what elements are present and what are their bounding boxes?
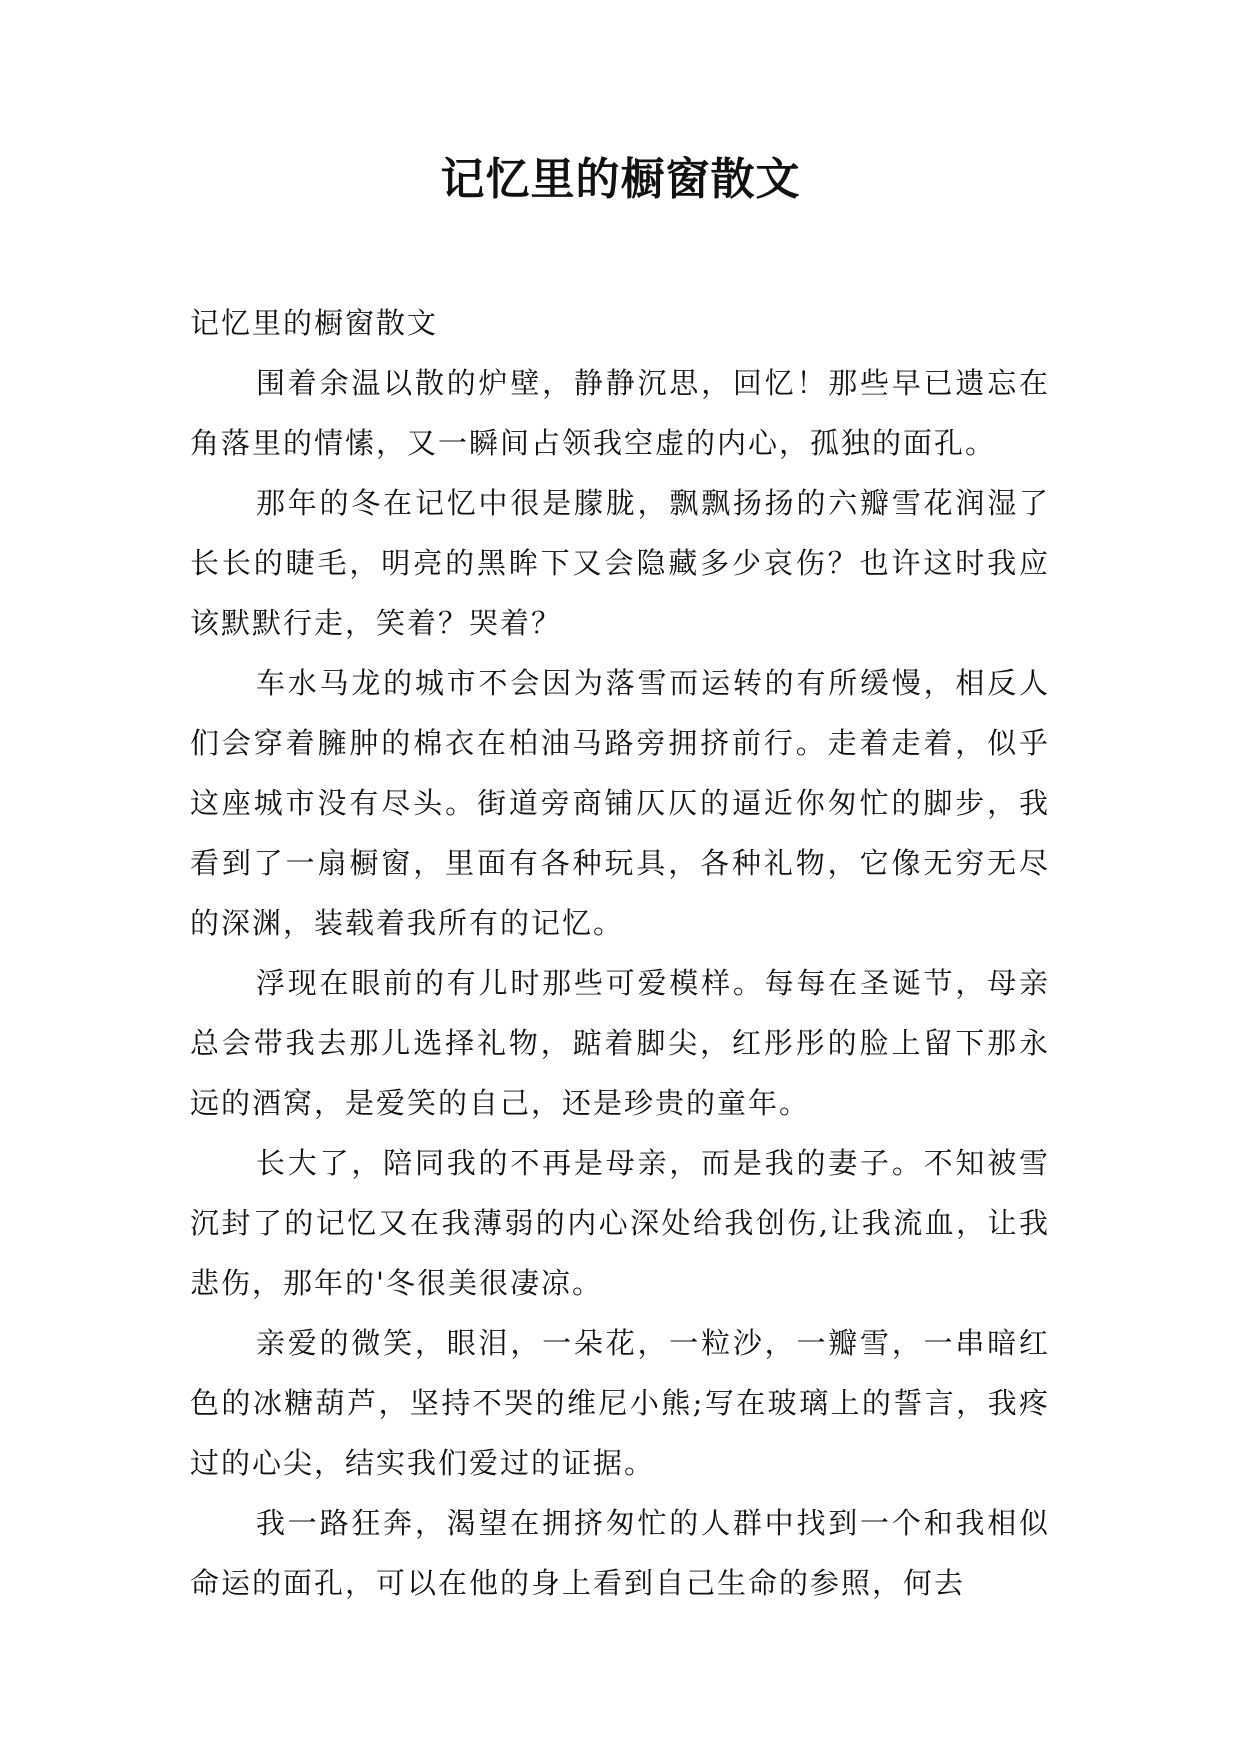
paragraph-6: 亲爱的微笑，眼泪，一朵花，一粒沙，一瓣雪，一串暗红色的冰糖葫芦，坚持不哭的维尼小熊;写在玻璃上的誓言，我疼过的心尖，结实我们爱过的证据。 <box>190 1326 1050 1480</box>
paragraph-1: 围着余温以散的炉壁，静静沉思，回忆！那些早已遗忘在角落里的情愫，又一瞬间占领我空虚的内心，孤独的面孔。 <box>190 366 1050 460</box>
paragraph-4: 浮现在眼前的有儿时那些可爱模样。每每在圣诞节，母亲总会带我去那儿选择礼物，踮着脚尖，红彤彤的脸上留下那永远的酒窝，是爱笑的自己，还是珍贵的童年。 <box>190 966 1050 1120</box>
document-title: 记忆里的橱窗散文 <box>440 154 801 205</box>
document-subtitle: 记忆里的橱窗散文 <box>190 306 439 340</box>
paragraph-2: 那年的冬在记忆中很是朦胧，飘飘扬扬的六瓣雪花润湿了长长的睫毛，明亮的黑眸下又会隐藏多少哀伤？也许这时我应该默默行走，笑着？哭着？ <box>190 486 1050 640</box>
paragraph-7: 我一路狂奔，渴望在拥挤匆忙的人群中找到一个和我相似命运的面孔，可以在他的身上看到自己生命的参照，何去 <box>190 1506 1050 1600</box>
paragraph-3: 车水马龙的城市不会因为落雪而运转的有所缓慢，相反人们会穿着臃肿的棉衣在柏油马路旁拥挤前行。走着走着，似乎这座城市没有尽头。街道旁商铺仄仄的逼近你匆忙的脚步，我看到了一扇橱窗，里面有各种玩具，各种礼物，它像无穷无尽的深渊，装载着我所有的记忆。 <box>190 666 1050 940</box>
paragraph-5: 长大了，陪同我的不再是母亲，而是我的妻子。不知被雪沉封了的记忆又在我薄弱的内心深处给我创伤,让我流血，让我悲伤，那年的'冬很美很凄凉。 <box>190 1146 1050 1300</box>
document-body <box>190 293 1050 1613</box>
